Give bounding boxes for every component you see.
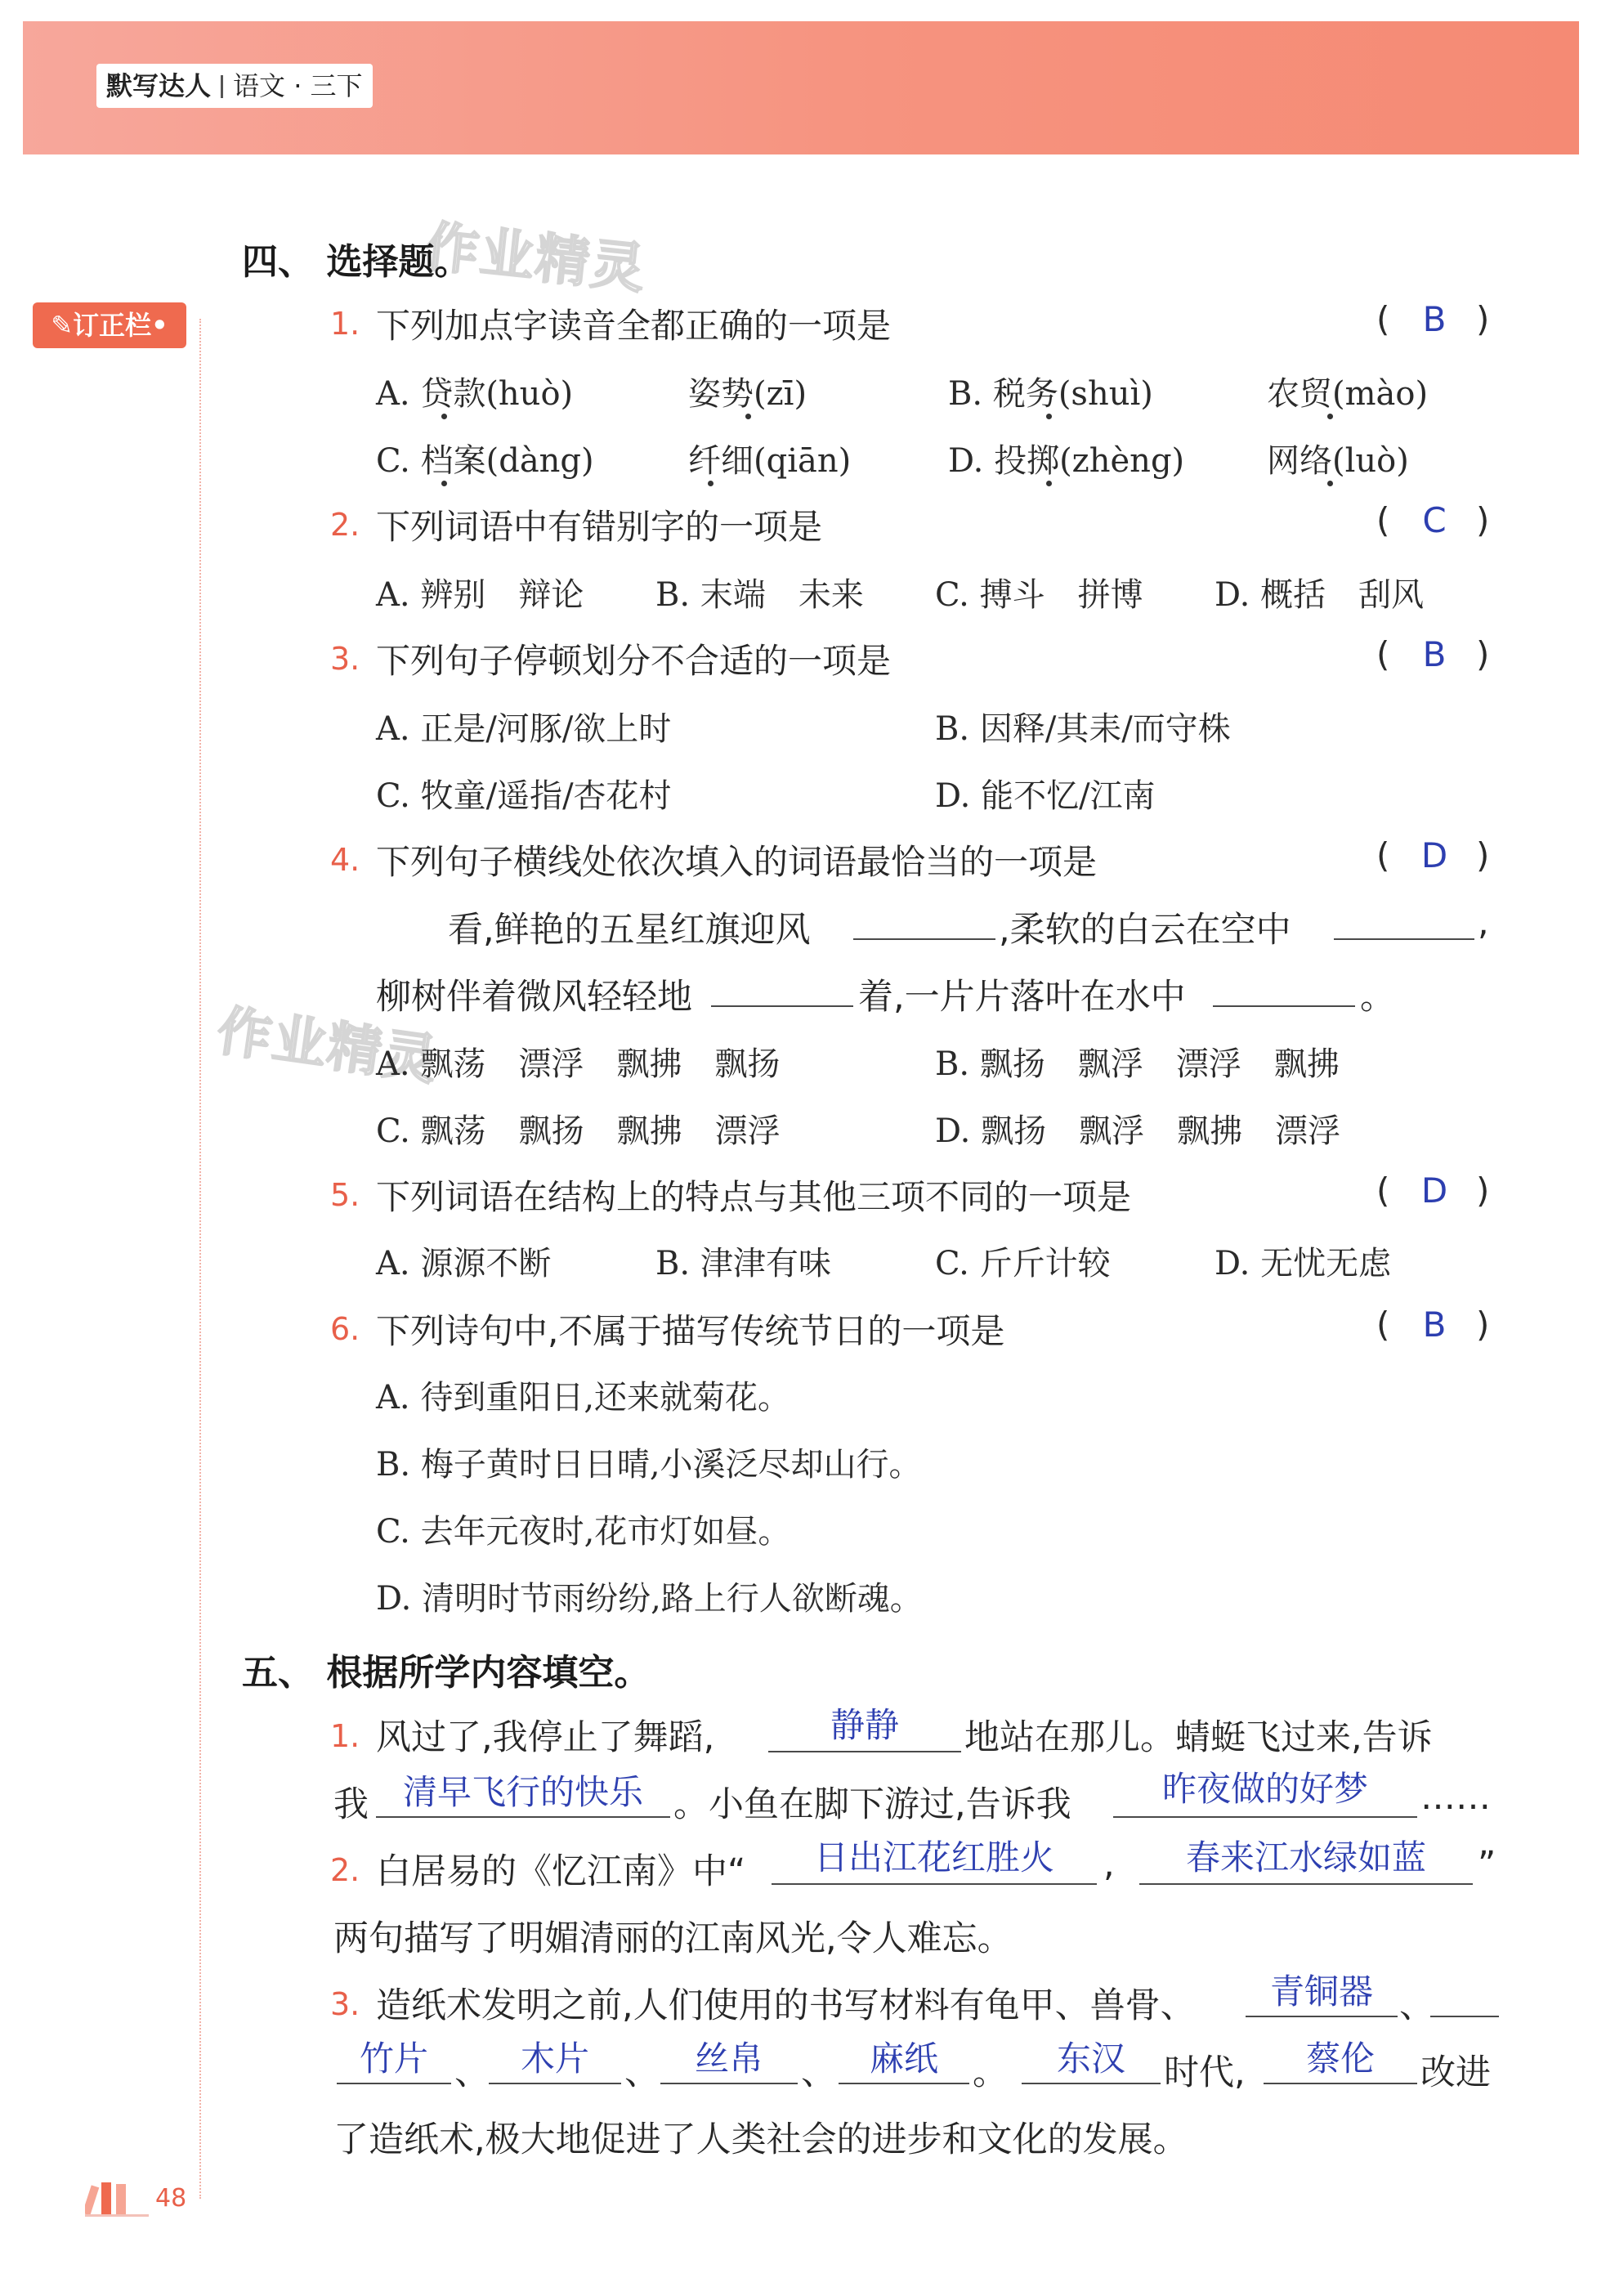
fill-text: …… <box>1420 1777 1491 1818</box>
emphasis-dot <box>1046 414 1052 419</box>
emphasis-dot <box>1327 481 1333 486</box>
sentence-part: 着,一片片落叶在水中 <box>858 977 1186 1018</box>
answer-bracket-open: ( <box>1376 835 1390 875</box>
option-text: D. 无忧无虑 <box>1215 1245 1392 1282</box>
answer-blank <box>1022 2083 1161 2084</box>
option-text: C. 搏斗 拼博 <box>935 576 1143 614</box>
answer-bracket-open: ( <box>1376 634 1390 674</box>
answer-bracket-close: ) <box>1476 634 1490 674</box>
filled-answer: 木片 <box>520 2039 589 2079</box>
question-number: 1. <box>330 306 360 342</box>
fill-text: 、 <box>801 2052 836 2093</box>
answer-blank <box>772 1883 1097 1885</box>
section-4-title: 四、 选择题。 <box>242 241 471 283</box>
option-text: A. 辨别 辩论 <box>376 576 584 614</box>
book-title <box>96 64 373 108</box>
fill-text: ” <box>1478 1844 1496 1885</box>
answer-mark: B <box>1422 299 1447 339</box>
answer-mark: B <box>1422 1305 1447 1345</box>
answer-bracket-close: ) <box>1476 835 1490 875</box>
fill-text: 。 <box>973 2052 1008 2093</box>
answer-blank <box>337 2083 451 2084</box>
option-text: B. 飘扬 飘浮 漂浮 飘拂 <box>935 1045 1340 1083</box>
subject-label: 语文 · 三下 <box>233 70 363 101</box>
question-number: 5. <box>330 1177 360 1213</box>
answer-blank <box>1246 2016 1398 2017</box>
option-text: C. 档案(dàng) <box>376 442 594 480</box>
option-text: B. 税务(shuì) <box>948 375 1153 413</box>
sentence-part: 看,鲜艳的五星红旗迎风 <box>448 910 811 951</box>
question-number: 2. <box>330 507 360 543</box>
filled-answer: 丝帛 <box>694 2039 763 2079</box>
sentence-part: , <box>1478 902 1489 943</box>
fill-text: 了造纸术,极大地促进了人类社会的进步和文化的发展。 <box>333 2119 1188 2160</box>
filled-answer: 静静 <box>830 1705 899 1745</box>
answer-blank <box>1430 2016 1499 2017</box>
answer-mark: C <box>1422 500 1447 540</box>
fill-text: 两句描写了明媚清丽的江南风光,令人难忘。 <box>333 1918 1013 1959</box>
filled-answer: 麻纸 <box>869 2039 938 2079</box>
emphasis-dot <box>441 481 447 486</box>
sentence-part: ,柔软的白云在空中 <box>999 910 1291 951</box>
answer-blank <box>768 1751 961 1752</box>
answer-bracket-open: ( <box>1376 1170 1390 1211</box>
option-text: C. 牧童/遥指/杏花村 <box>376 777 672 815</box>
question-text: 下列诗句中,不属于描写传统节日的一项是 <box>376 1311 1005 1351</box>
answer-bracket-open: ( <box>1376 299 1390 339</box>
fill-text: 、 <box>1399 1985 1434 2026</box>
fill-text: , <box>1103 1844 1115 1885</box>
answer-mark: D <box>1420 1170 1448 1211</box>
question-number: 1. <box>330 1718 360 1754</box>
filled-answer: 竹片 <box>359 2039 428 2079</box>
option-text: B. 末端 未来 <box>655 576 864 614</box>
correction-column-tag: ✎订正栏• <box>33 302 186 348</box>
answer-bracket-close: ) <box>1476 299 1490 339</box>
answer-blank <box>853 938 995 940</box>
option-text: A. 正是/河豚/欲上时 <box>376 710 672 748</box>
option-text: D. 清明时节雨纷纷,路上行人欲断魂。 <box>376 1580 923 1618</box>
filled-answer: 春来江水绿如蓝 <box>1185 1837 1426 1878</box>
option-text: D. 飘扬 飘浮 飘拂 漂浮 <box>935 1112 1341 1150</box>
question-text: 下列词语在结构上的特点与其他三项不同的一项是 <box>376 1177 1132 1217</box>
option-text: 农贸(mào) <box>1267 375 1429 413</box>
question-text: 下列加点字读音全都正确的一项是 <box>376 306 892 346</box>
sentence-part: 。 <box>1360 977 1395 1018</box>
answer-bracket-open: ( <box>1376 1305 1390 1345</box>
fill-text: 造纸术发明之前,人们使用的书写材料有龟甲、兽骨、 <box>376 1985 1196 2026</box>
fill-text: 风过了,我停止了舞蹈, <box>376 1717 715 1758</box>
option-text: C. 斤斤计较 <box>935 1245 1111 1282</box>
option-text: 纤细(qiān) <box>688 442 852 480</box>
option-text: B. 津津有味 <box>655 1245 831 1282</box>
fill-text: 地站在那儿。蜻蜓飞过来,告诉 <box>964 1717 1433 1758</box>
option-text: A. 飘荡 漂浮 飘拂 飘扬 <box>376 1045 781 1083</box>
option-text: D. 投掷(zhèng) <box>948 442 1185 480</box>
option-text: 姿势(zī) <box>688 375 807 413</box>
answer-blank <box>1334 938 1474 940</box>
answer-mark: B <box>1422 634 1447 674</box>
filled-answer: 青铜器 <box>1269 1972 1373 2012</box>
emphasis-dot <box>1046 481 1052 486</box>
question-number: 3. <box>330 641 360 677</box>
option-text: A. 贷款(huò) <box>376 375 574 413</box>
question-text: 下列词语中有错别字的一项是 <box>376 507 823 547</box>
filled-answer: 蔡伦 <box>1305 2039 1375 2079</box>
answer-bracket-close: ) <box>1476 1170 1490 1211</box>
option-text: C. 去年元夜时,花市灯如昼。 <box>376 1513 791 1551</box>
watermark-top: 作业精灵 <box>422 214 650 301</box>
emphasis-dot <box>1327 414 1333 419</box>
fill-text: 我 <box>333 1784 369 1825</box>
answer-bracket-close: ) <box>1476 1305 1490 1345</box>
answer-blank <box>1113 1816 1417 1818</box>
option-text: B. 因释/其耒/而守株 <box>935 710 1231 748</box>
page-number: 48 <box>155 2184 187 2213</box>
option-text: A. 源源不断 <box>376 1245 552 1282</box>
answer-blank <box>376 1816 670 1818</box>
option-text: B. 梅子黄时日日晴,小溪泛尽却山行。 <box>376 1446 922 1484</box>
option-text: C. 飘荡 飘扬 飘拂 漂浮 <box>376 1112 781 1150</box>
answer-bracket-open: ( <box>1376 500 1390 540</box>
fill-text: 、 <box>624 2052 660 2093</box>
emphasis-dot <box>441 414 447 419</box>
question-number: 4. <box>330 842 360 878</box>
question-number: 2. <box>330 1852 360 1888</box>
section-5-title: 五、 根据所学内容填空。 <box>242 1652 651 1694</box>
margin-divider <box>199 319 201 2199</box>
fill-text: 白居易的《忆江南》中“ <box>376 1851 746 1892</box>
option-text: D. 概括 刮风 <box>1215 576 1425 614</box>
answer-blank <box>1264 2083 1417 2084</box>
question-number: 6. <box>330 1311 360 1347</box>
filled-answer: 昨夜做的好梦 <box>1161 1769 1368 1809</box>
filled-answer: 清早飞行的快乐 <box>402 1772 643 1812</box>
books-icon <box>85 2181 150 2217</box>
fill-text: 、 <box>454 2052 490 2093</box>
answer-bracket-close: ) <box>1476 500 1490 540</box>
question-number: 3. <box>330 1986 360 2022</box>
watermark-middle: 作业精灵 <box>213 999 443 1093</box>
answer-blank <box>660 2083 798 2084</box>
emphasis-dot <box>745 414 751 419</box>
answer-blank <box>1139 1883 1473 1885</box>
question-text: 下列句子停顿划分不合适的一项是 <box>376 641 892 681</box>
fill-text: 时代, <box>1164 2052 1246 2093</box>
answer-blank <box>711 1005 853 1007</box>
answer-blank <box>489 2083 621 2084</box>
fill-text: 。小鱼在脚下游过,告诉我 <box>673 1784 1071 1825</box>
answer-blank <box>839 2083 969 2084</box>
filled-answer: 日出江花红胜火 <box>813 1837 1054 1878</box>
filled-answer: 东汉 <box>1056 2039 1125 2079</box>
emphasis-dot <box>708 481 714 486</box>
option-text: 网络(luò) <box>1267 442 1409 480</box>
sentence-part: 柳树伴着微风轻轻地 <box>376 977 692 1018</box>
option-text: A. 待到重阳日,还来就菊花。 <box>376 1379 791 1417</box>
answer-blank <box>1213 1005 1355 1007</box>
question-text: 下列句子横线处依次填入的词语最恰当的一项是 <box>376 842 1098 882</box>
option-text: D. 能不忆/江南 <box>935 777 1156 815</box>
title-divider <box>221 75 223 98</box>
fill-text: 改进 <box>1420 2052 1491 2093</box>
brand-name: 默写达人 <box>106 70 212 101</box>
answer-mark: D <box>1420 835 1448 875</box>
